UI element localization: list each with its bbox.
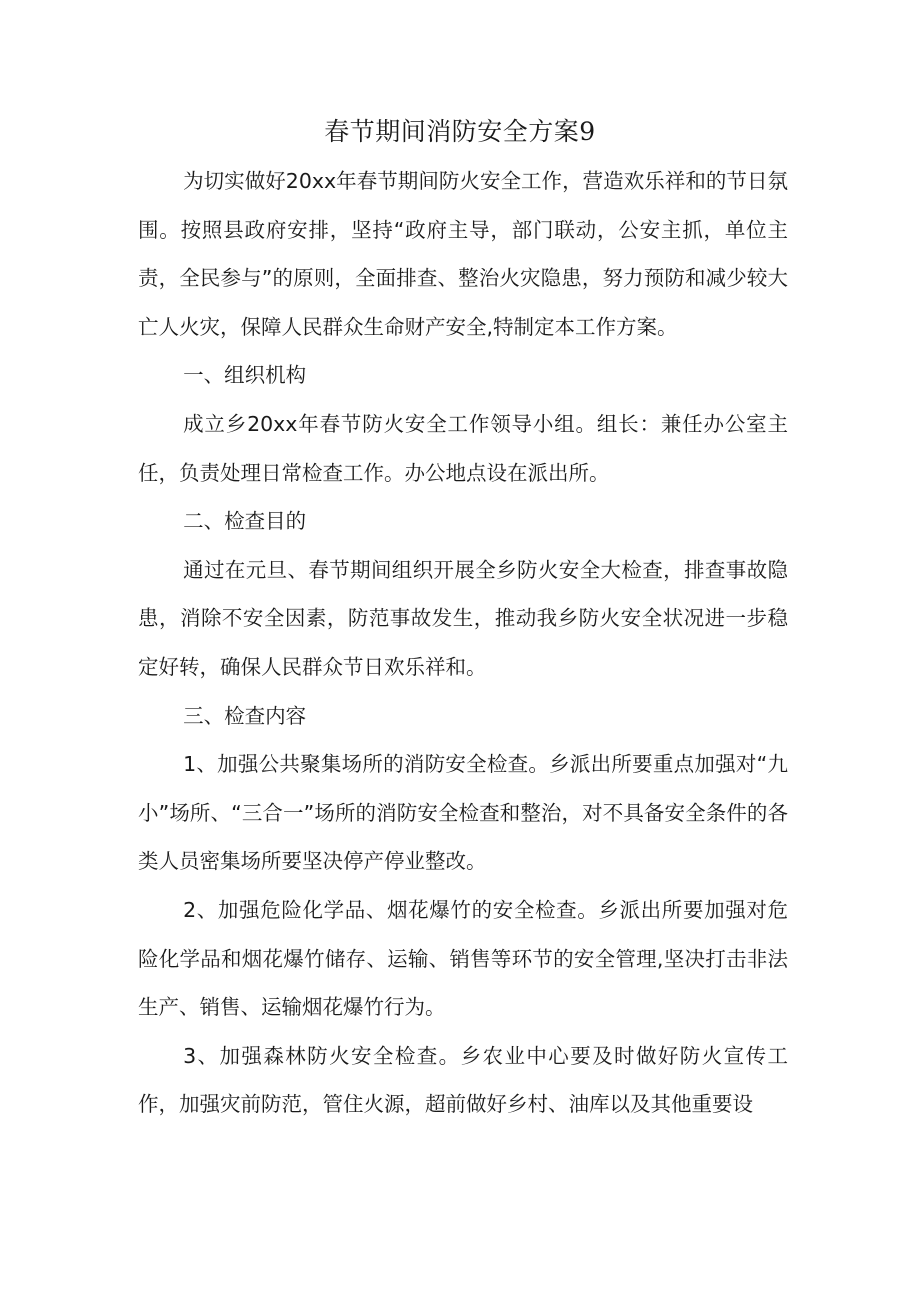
section-heading-organization: 一、组织机构 (183, 363, 307, 388)
section-heading-purpose: 二、检查目的 (183, 509, 307, 534)
intro-paragraph: 为切实做好20xx年春节期间防火安全工作，营造欢乐祥和的节日氛围。按照县政府安排，坚持“政府主导，部门联动，公安主抓，单位主责，全民参与”的原则，全面排查、整治火灾隐患，努力预防和减少较大亡人火灾，保障人民群众生命财产安全,特制定本工作方案。 (138, 169, 788, 339)
section-heading-content: 三、检查内容 (183, 703, 307, 728)
content-item-3: 3、加强森林防火安全检查。乡农业中心要及时做好防火宣传工作，加强灾前防范，管住火源，超前做好乡村、油库以及其他重要设 (138, 1043, 788, 1117)
content-item-1: 1、加强公共聚集场所的消防安全检查。乡派出所要重点加强对“九小”场所、“三合一”场所的消防安全检查和整治，对不具备安全条件的各类人员密集场所要坚决停产停业整改。 (138, 752, 788, 874)
document-title: 春节期间消防安全方案9 (324, 117, 596, 146)
organization-paragraph: 成立乡20xx年春节防火安全工作领导小组。组长：兼任办公室主任，负责处理日常检查工作。办公地点设在派出所。 (138, 411, 788, 485)
document-body (138, 157, 788, 1129)
content-item-2: 2、加强危险化学品、烟花爆竹的安全检查。乡派出所要加强对危险化学品和烟花爆竹储存、运输、销售等环节的安全管理,坚决打击非法生产、销售、运输烟花爆竹行为。 (138, 897, 788, 1020)
purpose-paragraph: 通过在元旦、春节期间组织开展全乡防火安全大检查，排查事故隐患，消除不安全因素，防范事故发生，推动我乡防火安全状况进一步稳定好转，确保人民群众节日欢乐祥和。 (138, 557, 788, 679)
